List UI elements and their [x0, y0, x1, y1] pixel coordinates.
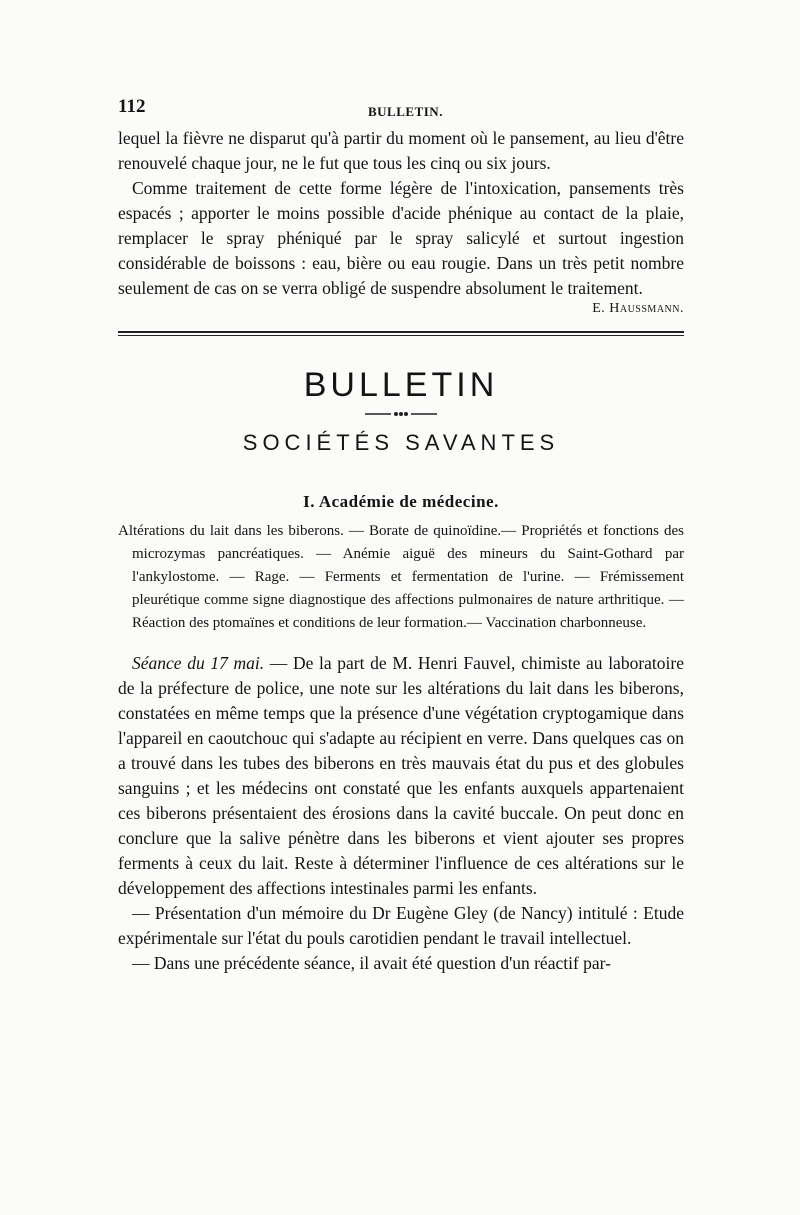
previous-article: [118, 126, 684, 317]
session-text: — De la part de M. Henri Fauvel, chimiste au laboratoire de la préfecture de police, une note sur les altérations du lait dans les biberons, constatées en même temps que la présence d'une végétation cryptogamique dans l'appareil en caoutchouc qui s'adapte au récipient en verre. Dans quelques cas on a trouvé dans les tubes des biberons en très mauvais état du pus et des globules sanguins ; et les médecins ont constaté que les enfants auxquels appartenaient ces biberons présentaient des érosions dans la cavité buccale. On peut donc en conclure que la salive pénètre dans les biberons et vient ajouter ses propres ferments à ceux du lait. Reste à déterminer l'influence de ces altérations sur le développement des affections intestinales parmi les enfants.: [118, 653, 684, 898]
bulletin-title: BULLETIN: [303, 366, 499, 404]
article-paragraph-1: lequel la fièvre ne disparut qu'à partir du moment où le pansement, au lieu d'être renouvelé chaque jour, ne le fut que tous les cinq ou six jours.: [118, 128, 684, 173]
ornament-rule-icon: [365, 411, 437, 417]
running-title: BULLETIN.: [368, 104, 443, 119]
ornament-divider: [118, 409, 684, 420]
gley-paragraph: — Présentation d'un mémoire du Dr Eugène Gley (de Nancy) intitulé : Etude expérimentale sur l'état du pouls carotidien pendant le travail intellectuel.: [118, 903, 684, 948]
session-summary: Altérations du lait dans les biberons. — Borate de quinoïdine.— Propriétés et fonctions des microzymas pancréatiques. — Anémie aiguë des mineurs du Saint-Gothard par l'ankylostome. — Rage. — Ferments et fermentation de l'urine. — Frémissement pleurétique comme signe diagnostique des affections pulmonaires de nature arthritique. — Réaction des ptomaïnes et conditions de leur formation.— Vaccination charbonneuse.: [118, 523, 684, 631]
page-number: 112: [118, 96, 146, 117]
section-divider: [118, 331, 684, 336]
bulletin-subtitle: SOCIÉTÉS SAVANTES: [242, 430, 560, 455]
article-paragraph-2: Comme traitement de cette forme légère de l'intoxication, pansements très espacés ; apporter le moins possible d'acide phénique au contact de la plaie, remplacer le spray phéniqué par le spray salicylé et surtout ingestion considérable de boissons : eau, bière ou eau rougie. Dans un très petit nombre seulement de cas on se verra obligé de suspendre absolument le traitement.: [118, 178, 684, 298]
page-header: [118, 96, 684, 126]
session-date: Séance du 17 mai.: [132, 653, 265, 673]
last-paragraph: — Dans une précédente séance, il avait été question d'un réactif par-: [132, 953, 611, 973]
session-report: [118, 651, 684, 976]
page: [118, 96, 684, 976]
section-heading: I. Académie de médecine.: [303, 492, 499, 511]
author-signature: E. Haussmann.: [592, 301, 684, 316]
session-paragraph: [118, 651, 684, 901]
